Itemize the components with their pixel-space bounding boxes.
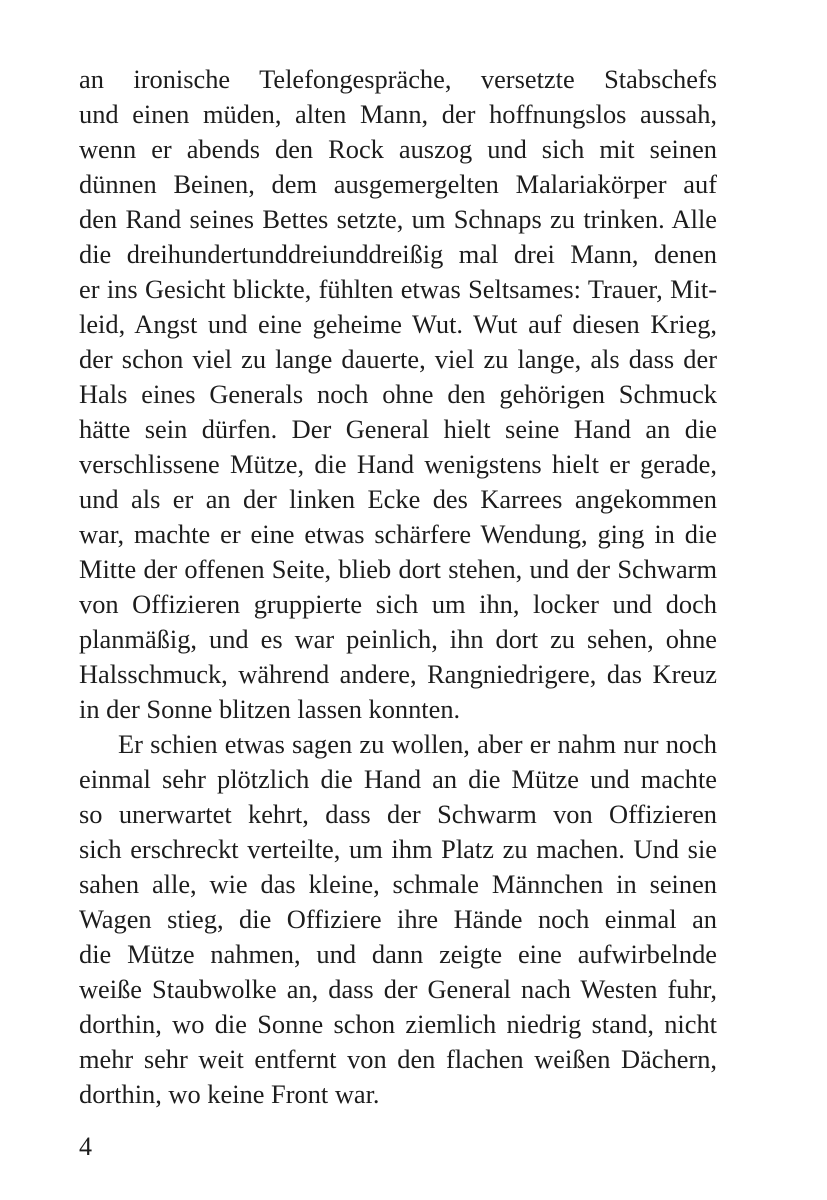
text-line: weiße Staubwolke an, dass der General nach Westen fuhr, [79,974,717,1004]
paragraph-2 [79,727,717,1112]
text-line: von Offizieren gruppierte sich um ihn, locker und doch [79,589,717,619]
text-line: so unerwartet kehrt, dass der Schwarm von Offizieren [79,799,717,829]
text-line: dorthin, wo keine Front war. [79,1079,380,1109]
text-line: sich erschreckt verteilte, um ihm Platz zu machen. Und sie [79,834,717,864]
text-line: verschlissene Mütze, die Hand wenigstens hielt er gerade, [79,449,717,479]
text-line: einmal sehr plötzlich die Hand an die Mütze und machte [79,764,717,794]
text-line: die dreihundertunddreiunddreißig mal drei Mann, denen [79,239,717,269]
text-line: Mitte der offenen Seite, blieb dort stehen, und der Schwarm [79,554,717,584]
text-line: in der Sonne blitzen lassen konnten. [79,694,461,724]
text-line: und einen müden, alten Mann, der hoffnungslos aussah, [79,99,717,129]
text-line: Hals eines Generals noch ohne den gehörigen Schmuck [79,379,717,409]
text-line: an ironische Telefongespräche, versetzte Stabschefs [79,64,717,94]
text-line: mehr sehr weit entfernt von den flachen weißen Dächern, [79,1044,717,1074]
page-number: 4 [79,1132,92,1161]
text-line: er ins Gesicht blickte, fühlten etwas Seltsames: Trauer, Mit- [79,274,717,304]
text-line: leid, Angst und eine geheime Wut. Wut auf diesen Krieg, [79,309,717,339]
text-line: die Mütze nahmen, und dann zeigte eine aufwirbelnde [79,939,717,969]
text-line: dünnen Beinen, dem ausgemergelten Malariakörper auf [79,169,717,199]
text-line: hätte sein dürfen. Der General hielt seine Hand an die [79,414,717,444]
text-line: der schon viel zu lange dauerte, viel zu lange, als dass der [79,344,717,374]
text-line: sahen alle, wie das kleine, schmale Männchen in seinen [79,869,717,899]
text-line: und als er an der linken Ecke des Karrees angekommen [79,484,717,514]
body-text [79,62,717,1112]
text-line: Wagen stieg, die Offiziere ihre Hände noch einmal an [79,904,717,934]
text-line: den Rand seines Bettes setzte, um Schnaps zu trinken. Alle [79,204,717,234]
paragraph-1 [79,62,717,727]
text-line: planmäßig, und es war peinlich, ihn dort zu sehen, ohne [79,624,717,654]
text-line: wenn er abends den Rock auszog und sich mit seinen [79,134,717,164]
text-line: war, machte er eine etwas schärfere Wendung, ging in die [79,519,717,549]
text-line: dorthin, wo die Sonne schon ziemlich niedrig stand, nicht [79,1009,717,1039]
text-line: Halsschmuck, während andere, Rangniedrigere, das Kreuz [79,659,717,689]
text-line: Er schien etwas sagen zu wollen, aber er nahm nur noch [118,729,717,759]
